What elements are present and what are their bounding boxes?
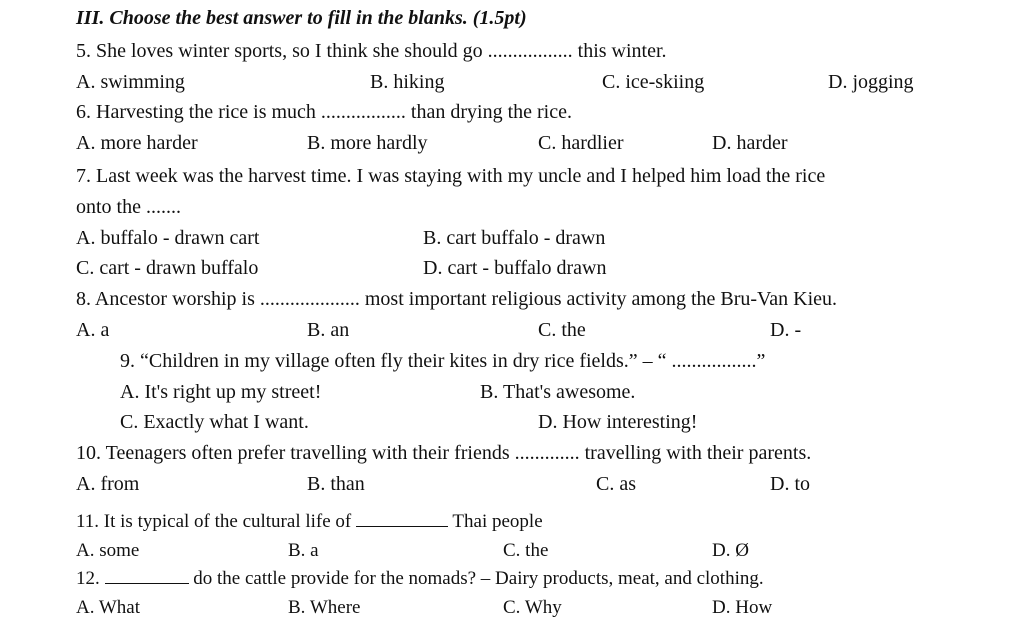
q6-option-a: A. more harder bbox=[76, 132, 198, 154]
q11-option-c: C. the bbox=[503, 540, 549, 561]
q11-answer-blank bbox=[356, 525, 448, 527]
q9-option-d: D. How interesting! bbox=[538, 411, 698, 433]
question-11 bbox=[76, 510, 543, 534]
q11-option-d: D. Ø bbox=[712, 540, 749, 561]
q8-option-a: A. a bbox=[76, 319, 110, 341]
q12-text-before: 12. bbox=[76, 568, 100, 589]
q12-option-b: B. Where bbox=[288, 597, 361, 618]
q5-option-c: C. ice-skiing bbox=[602, 71, 705, 93]
q7-option-c: C. cart - drawn buffalo bbox=[76, 257, 259, 279]
question-10: 10. Teenagers often prefer travelling with their friends ............. travelling with their parents. bbox=[76, 442, 812, 464]
q5-option-a: A. swimming bbox=[76, 71, 185, 93]
q10-option-b: B. than bbox=[307, 473, 365, 495]
q10-option-c: C. as bbox=[596, 473, 636, 495]
question-6: 6. Harvesting the rice is much ................. than drying the rice. bbox=[76, 101, 572, 123]
q5-option-b: B. hiking bbox=[370, 71, 445, 93]
question-8: 8. Ancestor worship is .................... most important religious activity among the Bru-Van Kieu. bbox=[76, 288, 838, 310]
q12-option-a: A. What bbox=[76, 597, 141, 618]
q7-option-d: D. cart - buffalo drawn bbox=[423, 257, 607, 279]
q9-option-b: B. That's awesome. bbox=[480, 381, 636, 403]
q12-answer-blank bbox=[105, 582, 189, 584]
q11-option-a: A. some bbox=[76, 540, 140, 561]
q9-option-a: A. It's right up my street! bbox=[120, 381, 322, 403]
q12-option-c: C. Why bbox=[503, 597, 562, 618]
q6-option-b: B. more hardly bbox=[307, 132, 428, 154]
question-7: 7. Last week was the harvest time. I was staying with my uncle and I helped him load the rice bbox=[76, 165, 826, 187]
section-heading: III. Choose the best answer to fill in the blanks. (1.5pt) bbox=[76, 7, 527, 29]
q11-text-before: 11. It is typical of the cultural life of bbox=[76, 511, 352, 532]
q12-option-d: D. How bbox=[712, 597, 773, 618]
q8-option-c: C. the bbox=[538, 319, 586, 341]
q7-option-a: A. buffalo - drawn cart bbox=[76, 227, 260, 249]
question-12 bbox=[76, 567, 764, 591]
question-5: 5. She loves winter sports, so I think she should go ................. this winter. bbox=[76, 40, 667, 62]
q8-option-d: D. - bbox=[770, 319, 802, 341]
q8-option-b: B. an bbox=[307, 319, 350, 341]
q6-option-c: C. hardlier bbox=[538, 132, 624, 154]
q5-option-d: D. jogging bbox=[828, 71, 914, 93]
q11-option-b: B. a bbox=[288, 540, 319, 561]
q7-option-b: B. cart buffalo - drawn bbox=[423, 227, 606, 249]
q12-text-after: do the cattle provide for the nomads? – Dairy products, meat, and clothing. bbox=[193, 568, 764, 589]
q10-option-d: D. to bbox=[770, 473, 810, 495]
q6-option-d: D. harder bbox=[712, 132, 788, 154]
q11-text-after: Thai people bbox=[452, 511, 543, 532]
q10-option-a: A. from bbox=[76, 473, 140, 495]
question-9: 9. “Children in my village often fly their kites in dry rice fields.” – “ .................” bbox=[120, 350, 766, 372]
question-7-continued: onto the ....... bbox=[76, 196, 181, 218]
q9-option-c: C. Exactly what I want. bbox=[120, 411, 309, 433]
